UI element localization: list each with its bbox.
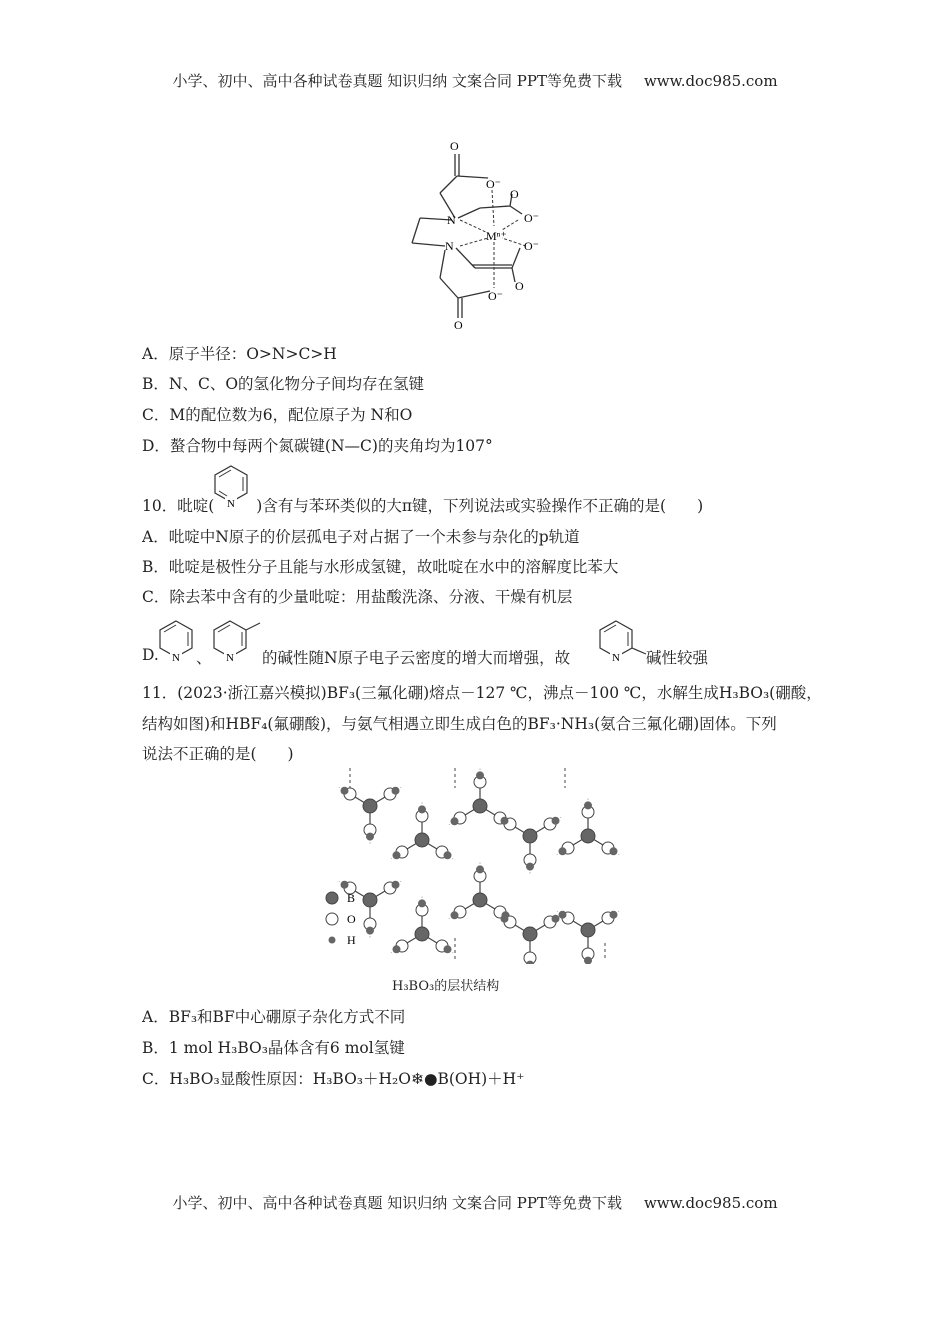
boron-atom — [473, 893, 487, 907]
q10-stem-post: )含有与苯环类似的大π键，下列说法或实验操作不正确的是( ) — [256, 497, 704, 515]
q10-option-b: B．吡啶是极性分子且能与水形成氢键，故吡啶在水中的溶解度比苯大 — [142, 558, 619, 576]
hydrogen-atom — [476, 865, 484, 873]
o-label: O — [515, 279, 524, 293]
hydrogen-atom — [392, 787, 400, 795]
q9-option-a: A．原子半径：O>N>C>H — [142, 345, 337, 363]
hydrogen-atom — [393, 945, 401, 953]
header-site: www.doc985.com — [643, 72, 778, 90]
hydrogen-atom — [451, 911, 459, 919]
q10-option-d-sep: 、 — [196, 649, 212, 667]
q10-stem-pre: 10．吡啶( — [142, 497, 215, 515]
methylpyridine-structure — [596, 618, 650, 664]
q11-stem-line3: 说法不正确的是( ) — [142, 745, 294, 763]
n-label: N — [445, 239, 454, 253]
hydrogen-atom — [392, 881, 400, 889]
legend-o-symbol — [326, 913, 338, 925]
boron-atom — [523, 927, 537, 941]
hydrogen-atom — [451, 817, 459, 825]
boric-acid-layer-structure — [315, 768, 637, 964]
q10-option-c: C．除去苯中含有的少量吡啶：用盐酸洗涤、分液、干燥有机层 — [142, 588, 573, 606]
q9-option-d: D．螯合物中每两个氮碳键(N—C)的夹角均为107° — [142, 437, 493, 455]
methylpyridine-structure — [210, 618, 264, 664]
o-label: O⁻ — [486, 177, 501, 191]
footer-site: www.doc985.com — [643, 1194, 778, 1212]
header-text: 小学、初中、高中各种试卷真题 知识归纳 文案合同 PPT等免费下载 — [172, 72, 622, 90]
q9-option-c: C．M的配位数为6，配位原子为 N和O — [142, 406, 413, 424]
hydrogen-atom — [610, 847, 618, 855]
hydrogen-atom — [559, 847, 567, 855]
legend-h-label: H — [347, 933, 356, 947]
hydrogen-atom — [584, 801, 592, 809]
hydrogen-atom — [418, 805, 426, 813]
legend-h-symbol — [329, 937, 336, 944]
hydrogen-atom — [341, 787, 349, 795]
n-label: N — [447, 213, 456, 227]
hydrogen-atom — [501, 817, 509, 825]
legend-o-label: O — [347, 912, 356, 926]
q10-option-d-pre: D. — [142, 646, 159, 664]
ring-n-label: N — [227, 498, 235, 510]
q11-option-c: C．H₃BO₃显酸性原因：H₃BO₃＋H₂O❄●B(OH)＋H⁺ — [142, 1070, 525, 1088]
legend-b-symbol — [326, 892, 338, 904]
q10-option-d-post: 碱性较强 — [646, 649, 709, 667]
hydrogen-atom — [526, 863, 534, 871]
q10-option-a: A．吡啶中N原子的价层孤电子对占据了一个未参与杂化的p轨道 — [142, 528, 580, 546]
hydrogen-atom — [444, 851, 452, 859]
metal-label: Mⁿ⁺ — [486, 229, 507, 243]
boron-atom — [415, 927, 429, 941]
legend-b-label: B — [347, 891, 356, 905]
o-label: O — [510, 187, 519, 201]
q10-option-d-mid: 的碱性随N原子电子云密度的增大而增强，故 — [262, 649, 571, 667]
o-label: O — [450, 139, 459, 153]
hydrogen-atom — [476, 771, 484, 779]
ring-n-label: N — [172, 652, 180, 664]
pyridine-structure — [156, 618, 196, 664]
boron-atom — [473, 799, 487, 813]
hydrogen-atom — [444, 945, 452, 953]
hydrogen-atom — [418, 899, 426, 907]
hydrogen-atom — [559, 911, 567, 919]
q11-option-b: B．1 mol H₃BO₃晶体含有6 mol氢键 — [142, 1039, 405, 1057]
o-label: O⁻ — [524, 239, 539, 253]
q11-stem-line1: 11．(2023·浙江嘉兴模拟)BF₃(三氟化硼)熔点－127 ℃，沸点－100 ℃，水解生成H₃BO₃(硼酸， — [142, 684, 822, 702]
figure-caption: H₃BO₃的层状结构 — [392, 979, 500, 994]
ring-n-label: N — [226, 652, 234, 664]
chelate-structure-figure — [400, 138, 570, 334]
boron-atom — [581, 923, 595, 937]
hydrogen-atom — [366, 833, 374, 841]
o-label: O⁻ — [488, 289, 503, 303]
boron-atom — [581, 829, 595, 843]
q11-stem-line2: 结构如图)和HBF₄(氟硼酸)，与氨气相遇立即生成白色的BF₃·NH₃(氨合三氟化硼)固体。下列 — [142, 715, 777, 733]
boron-atom — [415, 833, 429, 847]
footer-text: 小学、初中、高中各种试卷真题 知识归纳 文案合同 PPT等免费下载 — [172, 1194, 622, 1212]
hydrogen-atom — [552, 915, 560, 923]
boron-atom — [363, 799, 377, 813]
hydrogen-atom — [501, 915, 509, 923]
o-label: O⁻ — [524, 211, 539, 225]
boron-atom — [363, 893, 377, 907]
hydrogen-atom — [366, 927, 374, 935]
o-label: O — [454, 318, 463, 332]
q9-option-b: B．N、C、O的氢化物分子间均存在氢键 — [142, 375, 425, 393]
boron-atom — [523, 829, 537, 843]
hydrogen-atom — [552, 817, 560, 825]
ring-n-label: N — [612, 652, 620, 664]
page-footer — [0, 1192, 950, 1213]
page-header — [0, 70, 950, 91]
hydrogen-atom — [341, 881, 349, 889]
hydrogen-atom — [610, 911, 618, 919]
pyridine-structure — [210, 462, 252, 512]
hydrogen-atom — [393, 851, 401, 859]
q11-option-a: A．BF₃和BF中心硼原子杂化方式不同 — [142, 1008, 406, 1026]
